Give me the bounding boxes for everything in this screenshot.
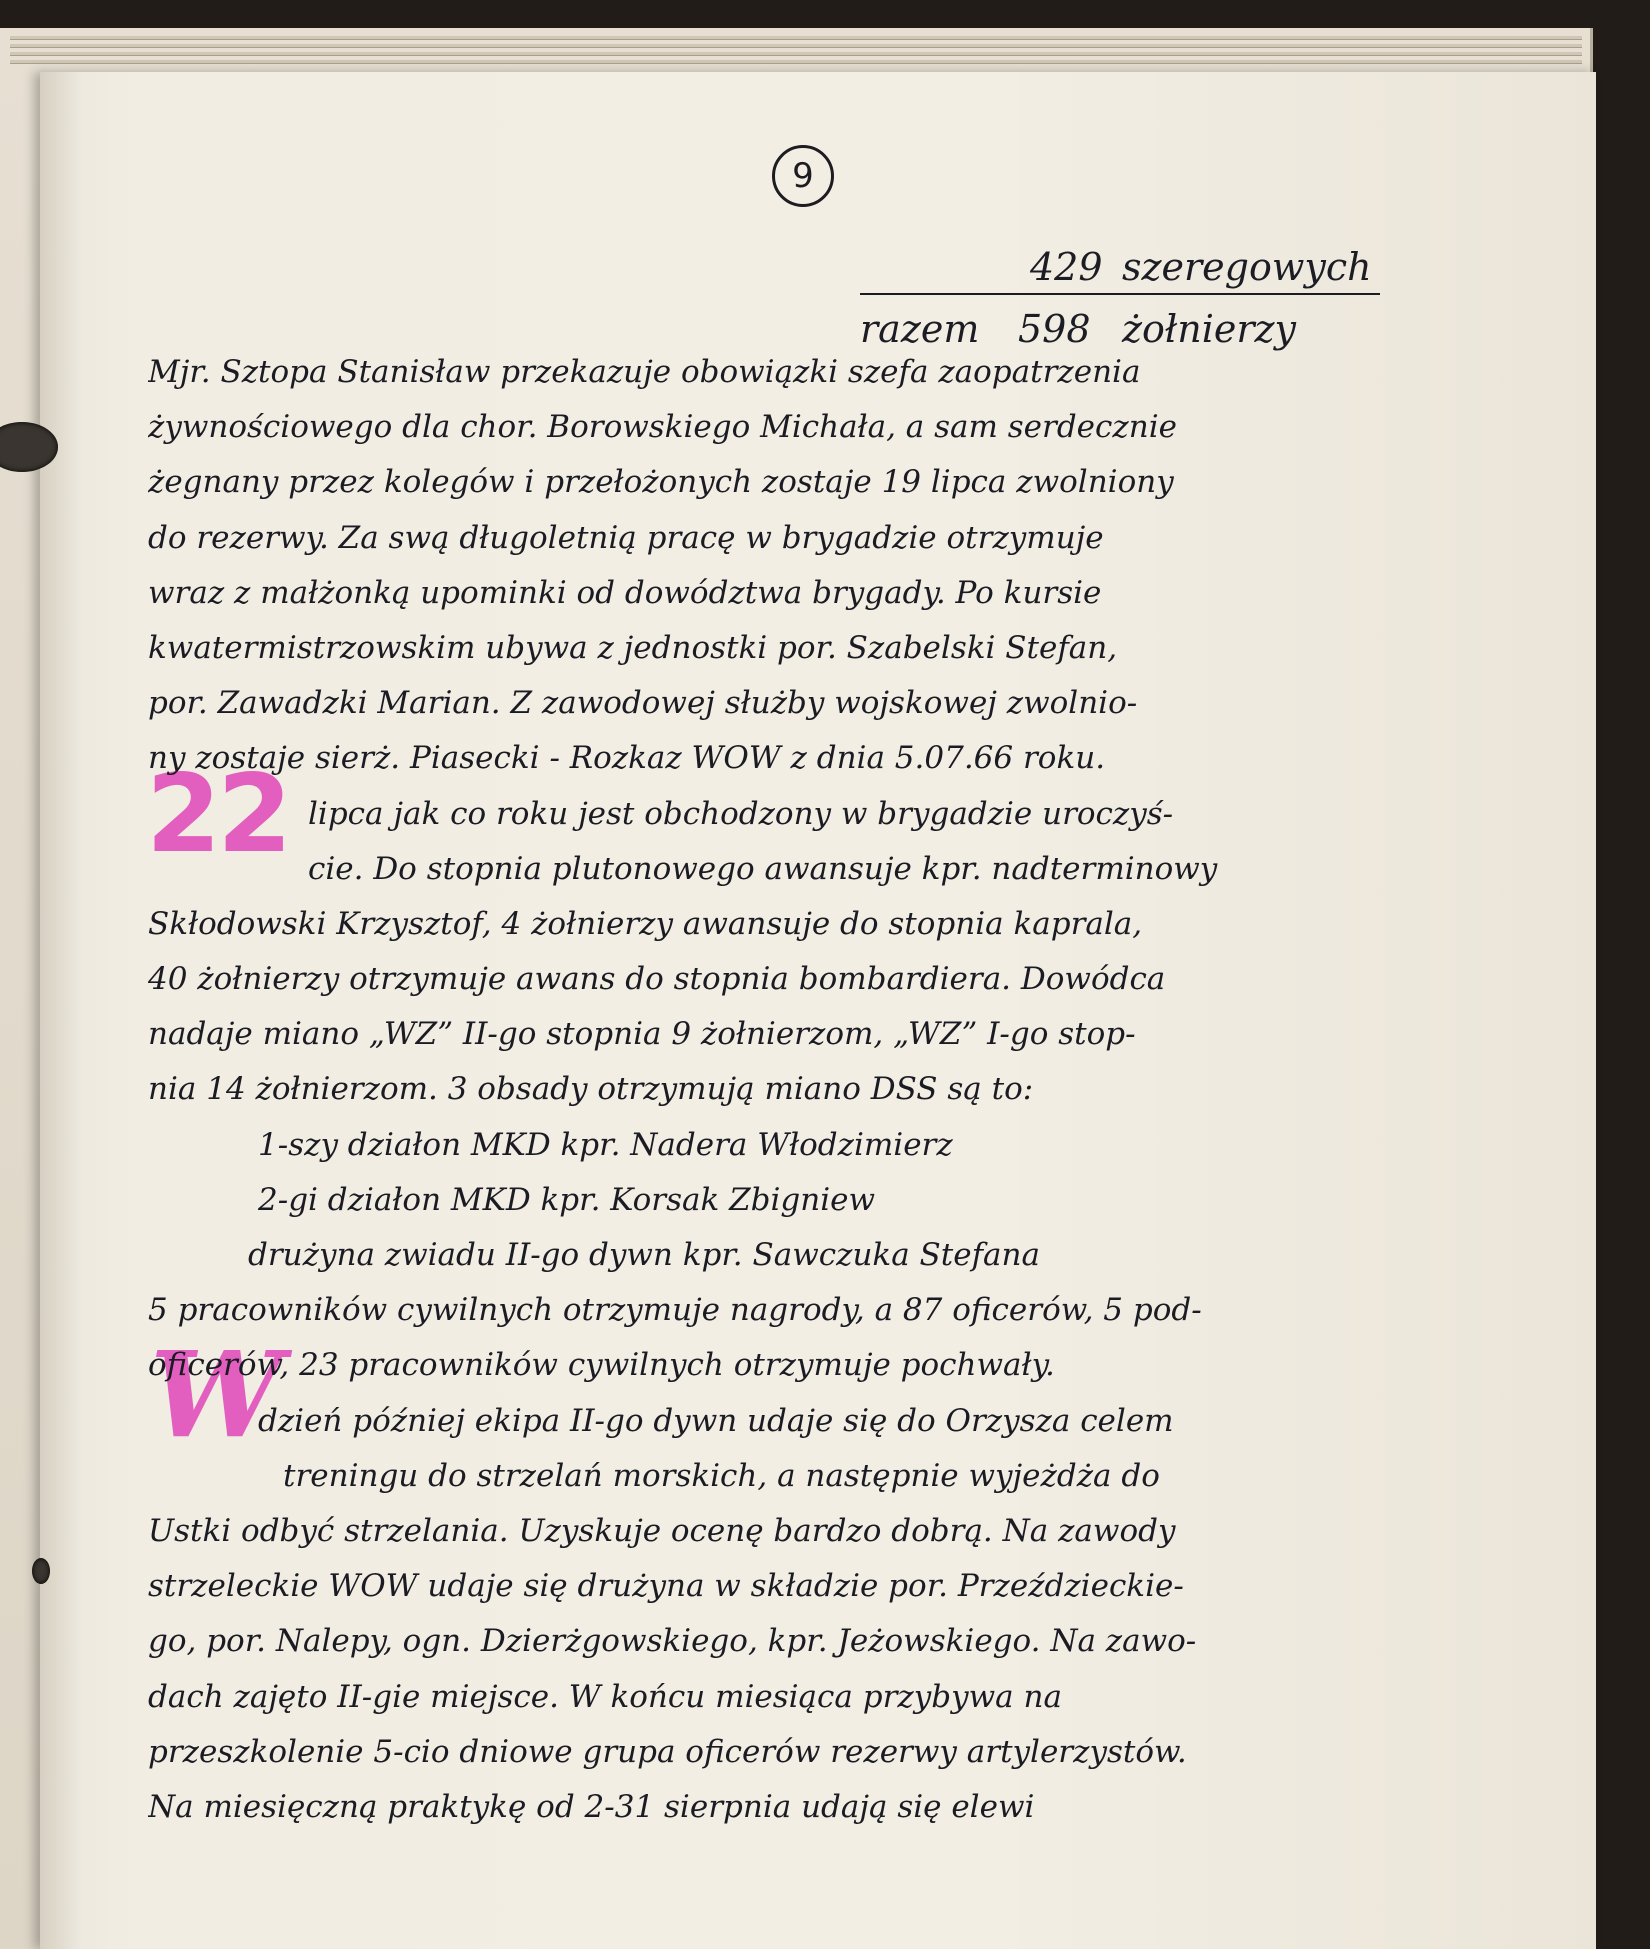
text-line: cie. Do stopnia plutonowego awansuje kpr. nadterminowy xyxy=(308,850,1218,887)
page-number: 9 xyxy=(772,145,834,207)
text-line: żywnościowego dla chor. Borowskiego Michała, a sam serdecznie xyxy=(148,409,1177,446)
tally-sum-rule xyxy=(860,293,1380,295)
tally-total-count: 598 xyxy=(1018,307,1091,351)
tally-privates-count: 429 xyxy=(1030,245,1103,289)
drop-cap-letter: W xyxy=(150,1325,283,1464)
text-line: 1-szy działon MKD kpr. Nadera Włodzimierz xyxy=(258,1126,953,1163)
text-line: Mjr. Sztopa Stanisław przekazuje obowiązki szefa zaopatrzenia xyxy=(148,354,1141,390)
text-line: Na miesięczną praktykę od 2-31 sierpnia udają się elewi xyxy=(148,1788,1035,1825)
text-line: dach zajęto II-gie miejsce. W końcu miesiąca przybywa na xyxy=(148,1678,1062,1715)
stack-edge xyxy=(10,60,1582,64)
tally-total-prefix: razem xyxy=(860,307,980,351)
text-line: nia 14 żołnierzom. 3 obsady otrzymują miano DSS są to: xyxy=(148,1071,1034,1108)
text-line: por. Zawadzki Marian. Z zawodowej służby wojskowej zwolnio- xyxy=(148,685,1138,722)
text-line: nadaje miano „WZ” II-go stopnia 9 żołnierzom, „WZ” I-go stop- xyxy=(148,1016,1136,1053)
text-line: wraz z małżonką upominki od dowództwa brygady. Po kursie xyxy=(148,574,1102,611)
text-line: 2-gi działon MKD kpr. Korsak Zbigniew xyxy=(258,1181,876,1218)
text-line: 40 żołnierzy otrzymuje awans do stopnia bombardiera. Dowódca xyxy=(148,961,1166,998)
text-line: drużyna zwiadu II-go dywn kpr. Sawczuka Stefana xyxy=(248,1237,1040,1273)
text-line: Skłodowski Krzysztof, 4 żołnierzy awansuje do stopnia kaprala, xyxy=(148,905,1143,942)
text-line: dzień później ekipa II-go dywn udaje się do Orzysza celem xyxy=(258,1402,1174,1439)
drop-cap-number: 22 xyxy=(146,752,289,877)
text-line: kwatermistrzowskim ubywa z jednostki por. Szabelski Stefan, xyxy=(148,629,1118,666)
text-line: żegnany przez kolegów i przełożonych zostaje 19 lipca zwolniony xyxy=(148,464,1174,501)
text-line: oficerów, 23 pracowników cywilnych otrzymuje pochwały. xyxy=(148,1347,1055,1384)
text-line: treningu do strzelań morskich, a następnie wyjeżdża do xyxy=(283,1457,1160,1494)
text-line: Ustki odbyć strzelania. Uzyskuje ocenę bardzo dobrą. Na zawody xyxy=(148,1512,1176,1549)
text-line: ny zostaje sierż. Piasecki - Rozkaz WOW z dnia 5.07.66 roku. xyxy=(148,740,1106,777)
stack-edge xyxy=(10,36,1582,40)
page-fold-shadow xyxy=(40,72,82,1949)
handwritten-text xyxy=(148,345,1448,1835)
text-line: strzeleckie WOW udaje się drużyna w składzie por. Przeździeckie- xyxy=(148,1568,1184,1605)
tally-total-label: żołnierzy xyxy=(1122,307,1296,351)
tally-privates-label: szeregowych xyxy=(1122,245,1372,289)
stack-edge xyxy=(10,52,1582,56)
punch-hole-icon xyxy=(32,1558,50,1584)
text-line: lipca jak co roku jest obchodzony w brygadzie uroczyś- xyxy=(308,795,1174,832)
text-line: go, por. Nalepy, ogn. Dzierżgowskiego, kpr. Jeżowskiego. Na zawo- xyxy=(148,1623,1197,1660)
stack-edge xyxy=(10,44,1582,48)
text-line: do rezerwy. Za swą długoletnią pracę w brygadzie otrzymuje xyxy=(148,519,1104,556)
text-line: 5 pracowników cywilnych otrzymuje nagrody, a 87 oficerów, 5 pod- xyxy=(148,1292,1202,1329)
tally-privates xyxy=(860,245,1380,293)
text-line: przeszkolenie 5-cio dniowe grupa oficerów rezerwy artylerzystów. xyxy=(148,1733,1187,1770)
